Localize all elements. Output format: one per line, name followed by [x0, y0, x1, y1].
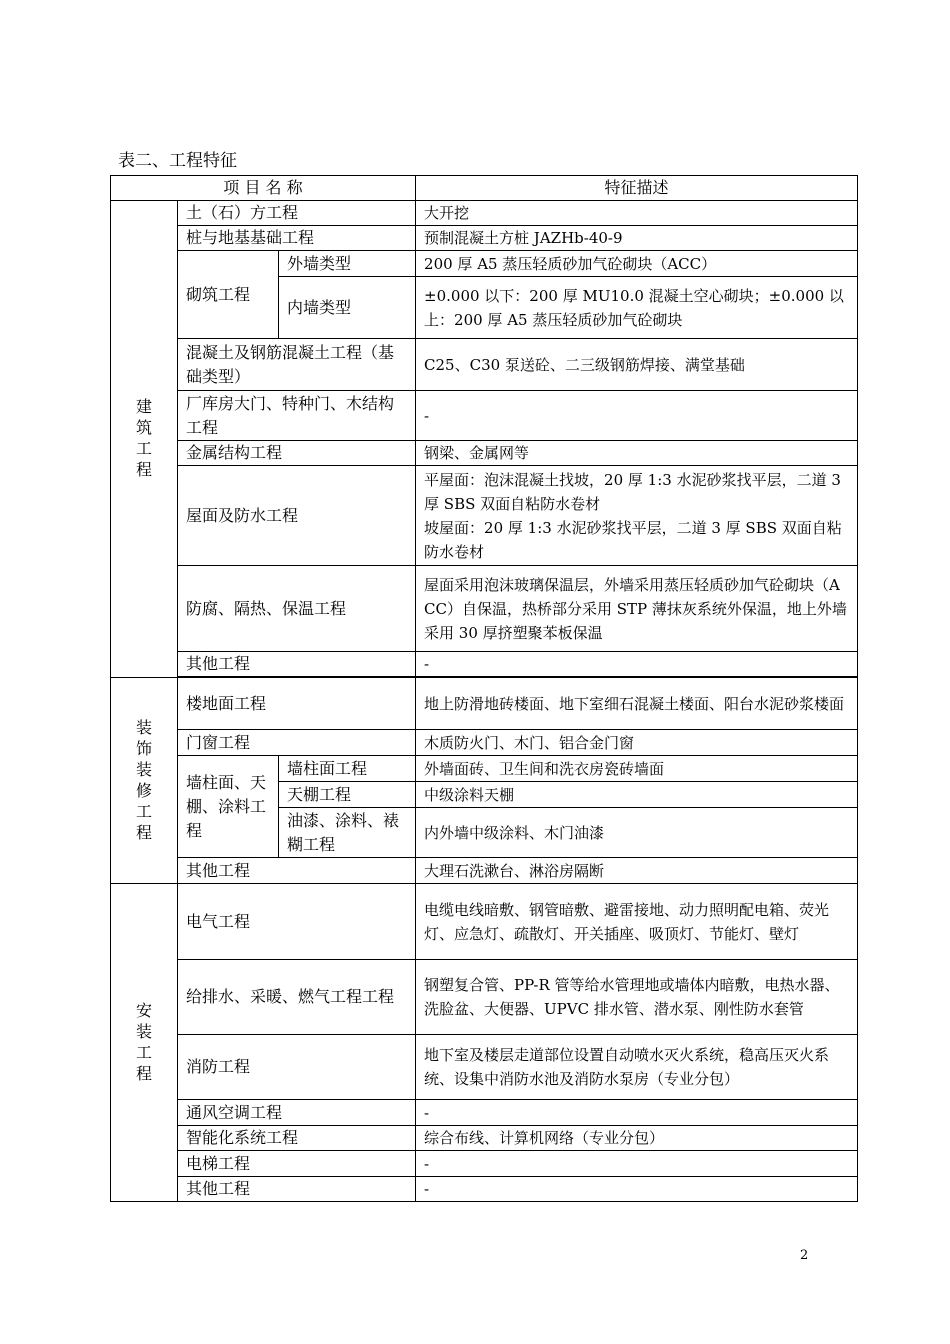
row-desc: 外墙面砖、卫生间和洗衣房瓷砖墙面: [416, 756, 858, 782]
row-desc: 地上防滑地砖楼面、地下室细石混凝土楼面、阳台水泥砂浆楼面: [416, 678, 858, 730]
group-label-anzhuang: 安装工程: [111, 884, 178, 1202]
table-row: [111, 858, 858, 884]
row-desc: -: [416, 1100, 858, 1126]
sub-row-name: 内墙类型: [279, 277, 416, 339]
row-desc: -: [416, 652, 858, 677]
table-row: [111, 960, 858, 1035]
row-desc: 大理石洗漱台、淋浴房隔断: [416, 858, 858, 884]
sub-row-name: 外墙类型: [279, 251, 416, 277]
row-desc: [416, 466, 858, 566]
row-desc: 200 厚 A5 蒸压轻质砂加气砼砌块（ACC）: [416, 251, 858, 277]
row-name: 桩与地基基础工程: [178, 226, 416, 251]
row-name: 厂库房大门、特种门、木结构工程: [178, 391, 416, 441]
row-desc: 预制混凝土方桩 JAZHb-40-9: [416, 226, 858, 251]
row-desc: -: [416, 1177, 858, 1202]
row-name: 其他工程: [178, 858, 416, 884]
row-name: 给排水、采暖、燃气工程工程: [178, 960, 416, 1035]
row-desc: 屋面采用泡沫玻璃保温层，外墙采用蒸压轻质砂加气砼砌块（ACC）自保温，热桥部分采用 STP 薄抹灰系统外保温，地上外墙采用 30 厚挤塑聚苯板保温: [416, 566, 858, 652]
row-desc: ±0.000 以下：200 厚 MU10.0 混凝土空心砌块；±0.000 以上：200 厚 A5 蒸压轻质砂加气砼砌块: [416, 277, 858, 339]
table-row: [111, 566, 858, 652]
row-name: 其他工程: [178, 652, 416, 677]
row-desc: 电缆电线暗敷、钢管暗敷、避雷接地、动力照明配电箱、荧光灯、应急灯、疏散灯、开关插座、吸顶灯、节能灯、壁灯: [416, 884, 858, 960]
row-name: 电梯工程: [178, 1151, 416, 1177]
row-name: 楼地面工程: [178, 678, 416, 730]
row-desc: 木质防火门、木门、铝合金门窗: [416, 730, 858, 756]
group-label-zhuangshi: 装饰装修工程: [111, 678, 178, 884]
row-name: 消防工程: [178, 1035, 416, 1100]
row-name: 土（石）方工程: [178, 201, 416, 226]
table-row: [111, 1151, 858, 1177]
sub-row-name: 墙柱面工程: [279, 756, 416, 782]
engineering-features-table: [110, 175, 858, 1202]
row-name: 门窗工程: [178, 730, 416, 756]
table-row: [111, 884, 858, 960]
table-row: [111, 1177, 858, 1202]
table-row: [111, 339, 858, 391]
row-desc: 综合布线、计算机网络（专业分包）: [416, 1126, 858, 1151]
row-desc: 内外墙中级涂料、木门油漆: [416, 808, 858, 858]
row-desc-line: 坡屋面：20 厚 1:3 水泥砂浆找平层，二道 3 厚 SBS 双面自粘防水卷材: [424, 518, 842, 561]
table-row: [111, 226, 858, 251]
row-name: 砌筑工程: [178, 251, 279, 339]
header-desc: 特征描述: [416, 176, 858, 201]
row-name: 电气工程: [178, 884, 416, 960]
sub-row-name: 油漆、涂料、裱糊工程: [279, 808, 416, 858]
table-row: [111, 1035, 858, 1100]
table-caption: 表二、工程特征: [118, 151, 237, 171]
table-row: [111, 678, 858, 730]
row-desc: 钢塑复合管、PP-R 管等给水管理地或墙体内暗敷，电热水器、洗脸盆、大便器、UPVC 排水管、潜水泵、刚性防水套管: [416, 960, 858, 1035]
row-desc: -: [416, 391, 858, 441]
page-number: 2: [800, 1248, 809, 1263]
table-row: [111, 1126, 858, 1151]
row-name: 通风空调工程: [178, 1100, 416, 1126]
row-desc-line: 平屋面：泡沫混凝土找坡，20 厚 1:3 水泥砂浆找平层，二道 3 厚 SBS 双面自粘防水卷材: [424, 470, 841, 513]
row-name: 智能化系统工程: [178, 1126, 416, 1151]
table-row: [111, 466, 858, 566]
row-name: 墙柱面、天棚、涂料工程: [178, 756, 279, 858]
row-desc: C25、C30 泵送砼、二三级钢筋焊接、满堂基础: [416, 339, 858, 391]
row-name: 其他工程: [178, 1177, 416, 1202]
table-row: [111, 756, 858, 782]
group-label-jianzhu: 建筑工程: [111, 201, 178, 678]
table-row: [111, 652, 858, 677]
row-name: 屋面及防水工程: [178, 466, 416, 566]
table-row: [111, 201, 858, 226]
header-name: 项 目 名 称: [111, 176, 416, 201]
table-row: [111, 391, 858, 441]
row-desc: 钢梁、金属网等: [416, 441, 858, 466]
row-name: 混凝土及钢筋混凝土工程（基础类型）: [178, 339, 416, 391]
row-desc: 地下室及楼层走道部位设置自动喷水灭火系统，稳高压灭火系统、设集中消防水池及消防水泵房（专业分包）: [416, 1035, 858, 1100]
table-row: [111, 730, 858, 756]
header-row: [111, 176, 858, 201]
table-row: [111, 251, 858, 277]
table-row: [111, 1100, 858, 1126]
sub-row-name: 天棚工程: [279, 782, 416, 808]
row-desc: -: [416, 1151, 858, 1177]
row-name: 金属结构工程: [178, 441, 416, 466]
row-desc: 大开挖: [416, 201, 858, 226]
row-desc: 中级涂料天棚: [416, 782, 858, 808]
row-name: 防腐、隔热、保温工程: [178, 566, 416, 652]
table-row: [111, 441, 858, 466]
